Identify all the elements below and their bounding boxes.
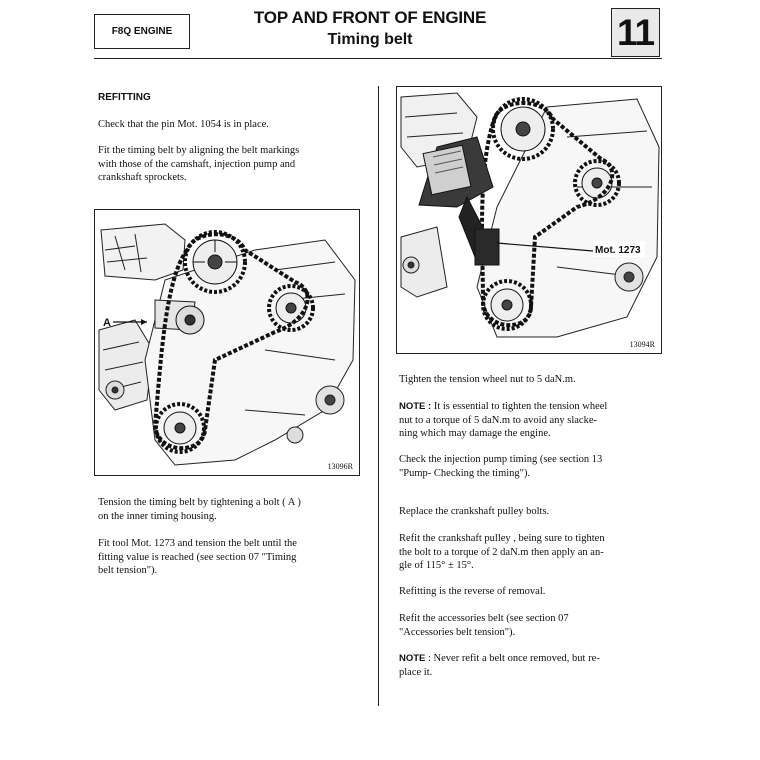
right-para-1: Tighten the tension wheel nut to 5 daN.m. bbox=[399, 374, 576, 385]
text-line: fitting value is reached (see section 07 "Timing bbox=[98, 551, 297, 563]
right-para-3: Replace the crankshaft pulley bolts. bbox=[399, 506, 550, 517]
text-line: Tension the timing belt by tightening a bolt ( A ) bbox=[98, 497, 301, 508]
text-line: "Pump- Checking the timing"). bbox=[399, 467, 531, 479]
column-divider bbox=[378, 86, 379, 706]
engine-label: F8Q ENGINE bbox=[111, 26, 173, 37]
figure-ref-left: 13096R bbox=[327, 462, 353, 471]
callout-mot-1273-label: Mot. 1273 bbox=[595, 245, 641, 256]
engine-diagram-left bbox=[95, 210, 359, 475]
text-line: Fit tool Mot. 1273 and tension the belt until the bbox=[98, 538, 297, 549]
timing-belt-figure-right bbox=[396, 86, 662, 354]
right-para-2 bbox=[399, 453, 602, 480]
right-para-5: Refitting is the reverse of removal. bbox=[399, 586, 546, 597]
right-para-6 bbox=[399, 612, 569, 639]
text-line: gle of 115° ± 15°. bbox=[399, 560, 474, 571]
text-line: crankshaft sprockets. bbox=[98, 172, 187, 183]
text-line: "Accessories belt tension"). bbox=[399, 626, 516, 638]
section-number-box bbox=[611, 8, 660, 57]
text-line: with those of the camshaft, injection pump and bbox=[98, 158, 296, 170]
note-label: NOTE bbox=[399, 653, 426, 664]
text-line: Refit the crankshaft pulley , being sure to tighten bbox=[399, 533, 605, 544]
page-subtitle: Timing belt bbox=[327, 31, 413, 48]
callout-a-label: A bbox=[103, 317, 111, 329]
figure-ref-right: 13094R bbox=[629, 340, 655, 349]
text-line: : Never refit a belt once removed, but re- bbox=[425, 653, 600, 664]
text-line: belt tension"). bbox=[98, 565, 158, 576]
left-para-2 bbox=[98, 144, 299, 185]
left-para-1: Check that the pin Mot. 1054 is in place. bbox=[98, 119, 269, 130]
text-line: Check the injection pump timing (see section 13 bbox=[399, 454, 603, 465]
text-line: on the inner timing housing. bbox=[98, 510, 217, 522]
timing-belt-figure-left bbox=[94, 209, 360, 476]
text-line: It is essential to tighten the tension wheel bbox=[431, 401, 608, 412]
right-note-2 bbox=[399, 652, 600, 679]
text-line: the bolt to a torque of 2 daN.m then apply an an- bbox=[399, 546, 604, 558]
refitting-heading: REFITTING bbox=[98, 92, 151, 103]
text-line: place it. bbox=[399, 666, 433, 678]
left-para-3 bbox=[98, 496, 301, 523]
text-line: ning which may damage the engine. bbox=[399, 428, 551, 439]
note-label: NOTE : bbox=[399, 401, 432, 412]
right-para-4 bbox=[399, 532, 605, 573]
text-line: Fit the timing belt by aligning the belt markings bbox=[98, 145, 300, 156]
right-note-1 bbox=[399, 400, 607, 441]
text-line: Refit the accessories belt (see section 07 bbox=[399, 613, 569, 624]
engine-label-box bbox=[94, 14, 190, 49]
header-divider bbox=[94, 58, 662, 59]
text-line: nut to a torque of 5 daN.m to avoid any slacke- bbox=[399, 414, 597, 426]
engine-diagram-right bbox=[397, 87, 661, 353]
section-number: 11 bbox=[616, 11, 655, 53]
page-title: TOP AND FRONT OF ENGINE bbox=[253, 8, 487, 27]
left-para-4 bbox=[98, 537, 297, 578]
